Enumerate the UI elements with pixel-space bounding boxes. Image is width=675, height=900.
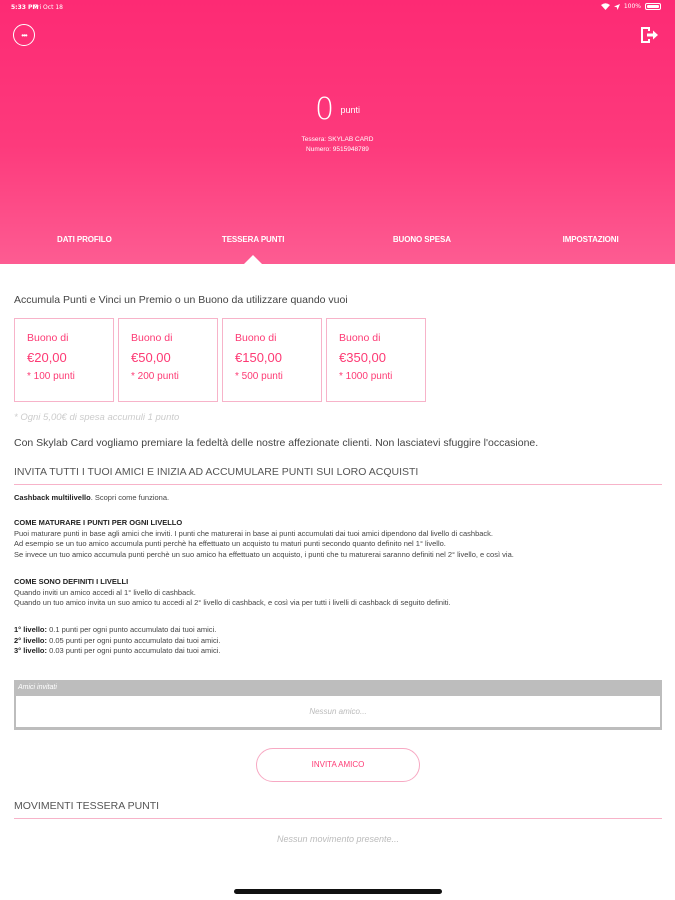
battery-icon bbox=[645, 3, 661, 10]
level-1-label: 1° livello: bbox=[14, 625, 48, 634]
voucher-title: Buono di bbox=[235, 332, 277, 344]
points-unit: punti bbox=[340, 104, 361, 115]
voucher-value: €20,00 bbox=[27, 350, 67, 365]
tab-buono-spesa[interactable]: BUONO SPESA bbox=[392, 235, 451, 244]
level-list bbox=[14, 625, 220, 657]
invite-section-title: INVITA TUTTI I TUOI AMICI E INIZIA AD ACCUMULARE PUNTI SUI LORO ACQUISTI bbox=[14, 466, 662, 485]
level-1-text: 0.1 punti per ogni punto accumulato dai tuoi amici. bbox=[47, 625, 217, 634]
voucher-card[interactable] bbox=[326, 318, 426, 402]
status-time: 5:33 PM bbox=[11, 4, 39, 11]
voucher-value: €350,00 bbox=[339, 350, 386, 365]
levels-title: COME SONO DEFINITI I LIVELLI bbox=[14, 577, 129, 586]
level-2-label: 2° livello: bbox=[14, 635, 48, 645]
cashback-rest: . Scopri come funziona. bbox=[90, 493, 170, 502]
status-date: Fri Oct 18 bbox=[34, 4, 63, 11]
invited-friends-panel bbox=[14, 680, 662, 730]
levels-block bbox=[14, 577, 451, 609]
voucher-value: €150,00 bbox=[235, 350, 282, 365]
ellipsis-icon: ••• bbox=[21, 30, 27, 40]
intro-text: Accumula Punti e Vinci un Premio o un Buono da utilizzare quando vuoi bbox=[14, 294, 348, 306]
logout-icon[interactable] bbox=[639, 26, 659, 44]
voucher-card[interactable] bbox=[14, 318, 114, 402]
level-3-text: 0.03 punti per ogni punto accumulato dai tuoi amici. bbox=[47, 646, 221, 655]
how-block bbox=[14, 518, 514, 560]
how-line-3: Se invece un tuo amico accumula punti perchè un suo amico ha effettuato un acquisto, i punti che tu maturerai saranno definiti nel 2° livello, e così via. bbox=[14, 549, 514, 559]
home-indicator[interactable] bbox=[234, 889, 442, 894]
tab-dati-profilo[interactable]: DATI PROFILO bbox=[57, 235, 112, 244]
location-icon bbox=[614, 4, 620, 10]
header-banner bbox=[0, 0, 675, 264]
card-info bbox=[0, 135, 675, 155]
voucher-card[interactable] bbox=[118, 318, 218, 402]
points-value: 0 bbox=[314, 92, 335, 127]
how-line-1: Puoi maturare punti in base agli amici che inviti. I punti che maturerai in base ai punti accumulati dai tuoi amici dipendono dal livello di cashback. bbox=[14, 528, 494, 538]
points-note: * Ogni 5,00€ di spesa accumuli 1 punto bbox=[14, 412, 180, 423]
levels-line-2: Quando un tuo amico invita un suo amico tu accedi al 2° livello di cashback, e così via per tutti i livelli di cashback di seguito definiti. bbox=[14, 598, 451, 607]
wifi-icon bbox=[601, 3, 610, 10]
voucher-points: * 1000 punti bbox=[339, 371, 393, 382]
more-menu-button[interactable] bbox=[13, 24, 35, 46]
voucher-list bbox=[14, 318, 426, 402]
invited-friends-empty: Nessun amico... bbox=[16, 696, 660, 727]
tab-tessera-punti[interactable]: TESSERA PUNTI bbox=[169, 232, 338, 264]
card-name: Tessera: SKYLAB CARD bbox=[301, 136, 374, 143]
card-number: Numero: 9515948789 bbox=[306, 146, 369, 153]
voucher-title: Buono di bbox=[131, 332, 173, 344]
cashback-line bbox=[14, 493, 169, 504]
levels-line-1: Quando inviti un amico accedi al 1° livello di cashback. bbox=[14, 587, 196, 597]
cashback-bold: Cashback multilivello bbox=[14, 493, 91, 502]
tab-bar bbox=[0, 232, 675, 264]
voucher-card[interactable] bbox=[222, 318, 322, 402]
voucher-title: Buono di bbox=[27, 332, 69, 344]
voucher-title: Buono di bbox=[339, 332, 381, 344]
movements-empty: Nessun movimento presente... bbox=[276, 834, 400, 844]
voucher-points: * 500 punti bbox=[235, 371, 283, 382]
level-2-text: 0.05 punti per ogni punto accumulato dai tuoi amici. bbox=[47, 635, 221, 645]
how-title: COME MATURARE I PUNTI PER OGNI LIVELLO bbox=[14, 518, 183, 527]
points-display bbox=[0, 92, 675, 127]
how-line-2: Ad esempio se un tuo amico accumula punti perchè ha effettuato un acquisto tu maturi punti secondo quanto definito nel 1° livello. bbox=[14, 539, 446, 548]
voucher-value: €50,00 bbox=[131, 350, 171, 365]
movements-title: MOVIMENTI TESSERA PUNTI bbox=[14, 800, 662, 819]
voucher-points: * 200 punti bbox=[131, 371, 179, 382]
battery-percent: 100% bbox=[623, 3, 641, 10]
tab-impostazioni[interactable]: IMPOSTAZIONI bbox=[562, 235, 619, 244]
level-3-label: 3° livello: bbox=[14, 646, 48, 655]
invite-friend-button[interactable]: INVITA AMICO bbox=[256, 748, 420, 782]
invited-friends-header: Amici invitati bbox=[18, 684, 57, 691]
status-bar bbox=[0, 0, 675, 16]
status-right bbox=[601, 3, 661, 10]
voucher-points: * 100 punti bbox=[27, 371, 75, 382]
fidelity-text: Con Skylab Card vogliamo premiare la fedeltà delle nostre affezionate clienti. Non lasciatevi sfuggire l'occasione. bbox=[14, 437, 539, 449]
